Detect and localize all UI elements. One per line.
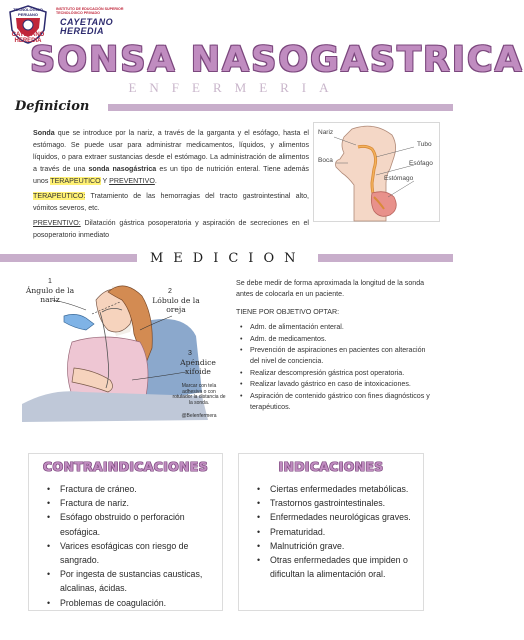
tecnologico-seal-logo (6, 4, 50, 44)
seal-line2: PERUANO (17, 12, 38, 17)
contraindicaciones-panel (28, 453, 223, 611)
medicion-divider-right (318, 254, 453, 262)
list-item: • Enfermedades neurológicas graves. (255, 510, 421, 524)
list-item: • Ciertas enfermedades metabólicas. (255, 482, 421, 496)
preventivo-paragraph (33, 217, 309, 241)
contraindicaciones-title: CONTRAINDICACIONES (43, 459, 208, 474)
list-item: • Prematuridad. (255, 525, 421, 539)
list-item: • Fractura de cráneo. (45, 482, 217, 496)
logos (6, 4, 136, 44)
page-title: SONSA NASOGASTRICA (30, 40, 524, 80)
label-estomago: Estómago (384, 175, 414, 182)
terapeutico-text: Tratamiento de las hemorragias del tracto gastrointestinal alto, vómitos severos, etc. (33, 192, 309, 212)
label-lobulo-oreja: Lóbulo de la oreja (152, 296, 200, 314)
step-number-1: 1 (48, 278, 52, 285)
step-number-3: 3 (188, 350, 192, 357)
step-number-2: 2 (168, 288, 172, 295)
list-item: • Aspiración de contenido gástrico con fines diagnósticos y terapéuticos. (250, 391, 436, 413)
measurement-illustration (12, 272, 226, 432)
label-apendice-xifoide: Apéndice xifoide (180, 358, 216, 376)
list-item: • Realizar descompresión gástrica post operatoria. (250, 368, 436, 379)
page-subtitle: ENFERMERIA (128, 80, 342, 95)
anatomy-illustration (314, 123, 439, 221)
medicion-text (236, 278, 436, 413)
para1-part-d: . (154, 177, 157, 185)
label-angulo-nariz: Ángulo de la nariz (25, 286, 75, 304)
para1-part-c: Y (100, 177, 110, 185)
list-item: • Adm. de medicamentos. (250, 334, 436, 345)
list-item: • Prevención de aspiraciones en pacientes con alteración del nivel de conciencia. (250, 345, 436, 367)
list-item: • Otras enfermedades que impiden o dificultan la alimentación oral. (255, 553, 421, 581)
indicaciones-panel (238, 453, 424, 611)
label-boca: Boca (318, 157, 333, 164)
medicion-list (236, 322, 436, 413)
label-nariz: Nariz (318, 129, 334, 136)
list-item: • Problemas de coagulación. (45, 596, 217, 610)
medicion-heading: MEDICION (150, 251, 306, 266)
term-sonda: Sonda (33, 129, 55, 137)
institute-line2: HEREDIA (60, 25, 105, 36)
terapeutico-paragraph (33, 190, 309, 214)
list-item: • Trastornos gastrointestinales. (255, 496, 421, 510)
institute-name-big (60, 18, 130, 35)
illustration-credit: @Belenfermera (181, 413, 217, 419)
list-item: • Fractura de nariz. (45, 496, 217, 510)
definicion-paragraph (33, 127, 309, 187)
medicion-objetivo: TIENE POR OBJETIVO OPTAR: (236, 308, 340, 316)
para1-part-a: que se introduce por la nariz, a través de la garganta y el esófago, hasta el estómago. Se puede usar para administrar medicamentos, líquidos, y alimentos líquidos, o para extraer sustancias desde el estómago. La administración de alimentos a través de una (33, 129, 309, 173)
seal-brand: CAYETANO HEREDIA (11, 32, 45, 44)
definicion-heading: Definicion (15, 99, 90, 114)
list-item: • Adm. de alimentación enteral. (250, 322, 436, 333)
indicaciones-list (255, 482, 421, 581)
definicion-divider (108, 104, 453, 111)
anatomy-diagram (313, 122, 440, 222)
list-item: • Esófago obstruido o perforación esofágica. (45, 510, 217, 538)
terapeutico-label: TERAPEUTICO: (33, 192, 86, 200)
highlight-terapeutico: TERAPEUTICO (50, 177, 101, 185)
label-tubo: Tubo (417, 141, 432, 148)
para1-part-b: es un tipo de nutrición enteral. Tiene además unos (33, 165, 309, 185)
institute-name-small: INSTITUTO DE EDUCACIÓN SUPERIOR TECNOLÓGICO PRIVADO (56, 7, 124, 15)
list-item: • Realizar lavado gástrico en caso de intoxicaciones. (250, 379, 436, 390)
preventivo-text: Dilatación gástrica posoperatoria y aspiración de secreciones en el posoperatorio inmediato (33, 219, 309, 239)
list-item: • Malnutrición grave. (255, 539, 421, 553)
medicion-intro: Se debe medir de forma aproximada la longitud de la sonda antes de colocarla en un paciente. (236, 279, 425, 298)
seal-line1: TECNOLÓGICO (13, 7, 43, 12)
underline-preventivo: PREVENTIVO (109, 177, 155, 185)
label-esofago: Esófago (409, 160, 433, 167)
definicion-text (33, 127, 309, 244)
term-sonda-nasogastrica: sonda nasogástrica (88, 165, 157, 173)
contraindicaciones-list (45, 482, 217, 610)
marking-note: Marcar con tela adhesiva o con rotulador la distancia de la sonda. (172, 383, 226, 406)
list-item: • Por ingesta de sustancias causticas, alcalinas, ácidas. (45, 567, 217, 595)
preventivo-label: PREVENTIVO: (33, 219, 81, 227)
indicaciones-title: INDICACIONES (278, 459, 384, 474)
medicion-divider-left (0, 254, 137, 262)
list-item: • Varices esofágicas con riesgo de sangrado. (45, 539, 217, 567)
institute-line1: CAYETANO (60, 17, 114, 27)
